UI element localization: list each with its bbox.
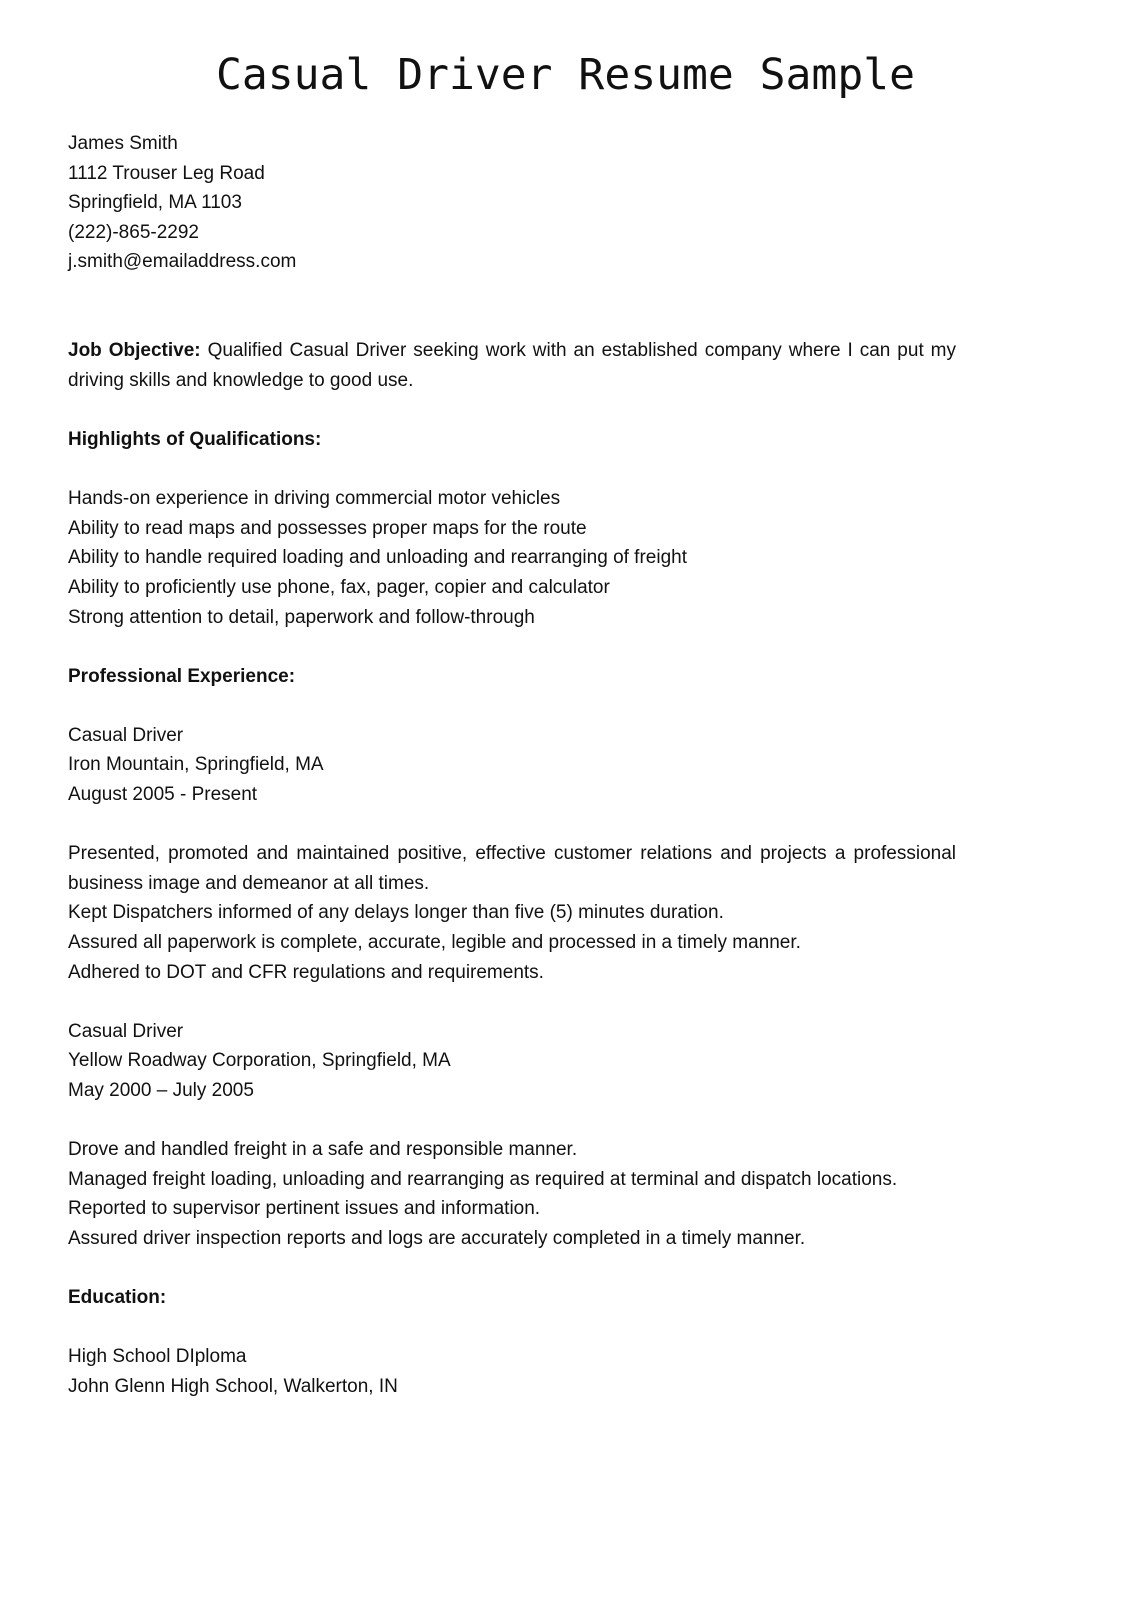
job-objective-label: Job Objective: <box>68 340 201 362</box>
experience-heading: Professional Experience: <box>68 665 296 687</box>
spacer <box>68 691 956 721</box>
qualification-item: Ability to read maps and possesses proper maps for the route <box>68 517 587 539</box>
contact-city: Springfield, MA 1103 <box>68 192 242 214</box>
qualification-item: Hands-on experience in driving commercial motor vehicles <box>68 488 561 510</box>
job-objective <box>68 336 956 395</box>
education-degree: High School DIploma <box>68 1346 247 1368</box>
job-dates: August 2005 - Present <box>68 784 258 806</box>
job-title: Casual Driver <box>68 724 184 746</box>
job-duty: Assured all paperwork is complete, accurate, legible and processed in a timely manner. <box>68 932 801 954</box>
contact-address: 1112 Trouser Leg Road <box>68 162 265 184</box>
job-company: Iron Mountain, Springfield, MA <box>68 754 324 776</box>
qualification-item: Strong attention to detail, paperwork and follow-through <box>68 606 535 628</box>
job-duty: Presented, promoted and maintained positive, effective customer relations and projects a professional business image and demeanor at all times. <box>68 843 956 894</box>
spacer <box>68 1106 956 1136</box>
job-dates: May 2000 – July 2005 <box>68 1080 254 1101</box>
resume-body <box>68 129 956 1402</box>
spacer <box>68 632 956 662</box>
spacer <box>68 307 956 337</box>
job-objective-text: Qualified Casual Driver seeking work with an established company where I can put my driving skills and knowledge to good use. <box>68 340 957 391</box>
spacer <box>68 1254 956 1284</box>
qualification-item: Ability to handle required loading and unloading and rearranging of freight <box>68 547 687 569</box>
job-duty: Adhered to DOT and CFR regulations and requirements. <box>68 961 544 983</box>
spacer <box>68 277 956 307</box>
job-duty: Kept Dispatchers informed of any delays longer than five (5) minutes duration. <box>68 902 724 924</box>
contact-phone: (222)-865-2292 <box>68 221 199 243</box>
spacer <box>68 395 956 425</box>
spacer <box>68 810 956 840</box>
job-duty: Reported to supervisor pertinent issues and information. <box>68 1198 541 1220</box>
spacer <box>68 1313 956 1343</box>
job-duty: Drove and handled freight in a safe and responsible manner. <box>68 1139 578 1161</box>
job-duty: Managed freight loading, unloading and rearranging as required at terminal and dispatch locations. <box>68 1168 898 1190</box>
contact-email: j.smith@emailaddress.com <box>68 251 297 273</box>
qualifications-list <box>68 484 956 632</box>
spacer <box>68 987 956 1017</box>
job-title: Casual Driver <box>68 1020 184 1042</box>
education-heading: Education: <box>68 1287 167 1309</box>
education-entry <box>68 1342 956 1401</box>
job-entry <box>68 1017 956 1254</box>
education-school: John Glenn High School, Walkerton, IN <box>68 1375 398 1397</box>
job-duty: Assured driver inspection reports and logs are accurately completed in a timely manner. <box>68 1227 806 1249</box>
contact-name: James Smith <box>68 133 178 154</box>
contact-block <box>68 129 956 277</box>
job-entry <box>68 721 956 987</box>
qualifications-heading: Highlights of Qualifications: <box>68 428 322 450</box>
document-title: Casual Driver Resume Sample <box>216 50 915 100</box>
spacer <box>68 455 956 485</box>
job-company: Yellow Roadway Corporation, Springfield, MA <box>68 1050 451 1072</box>
qualification-item: Ability to proficiently use phone, fax, pager, copier and calculator <box>68 576 610 598</box>
